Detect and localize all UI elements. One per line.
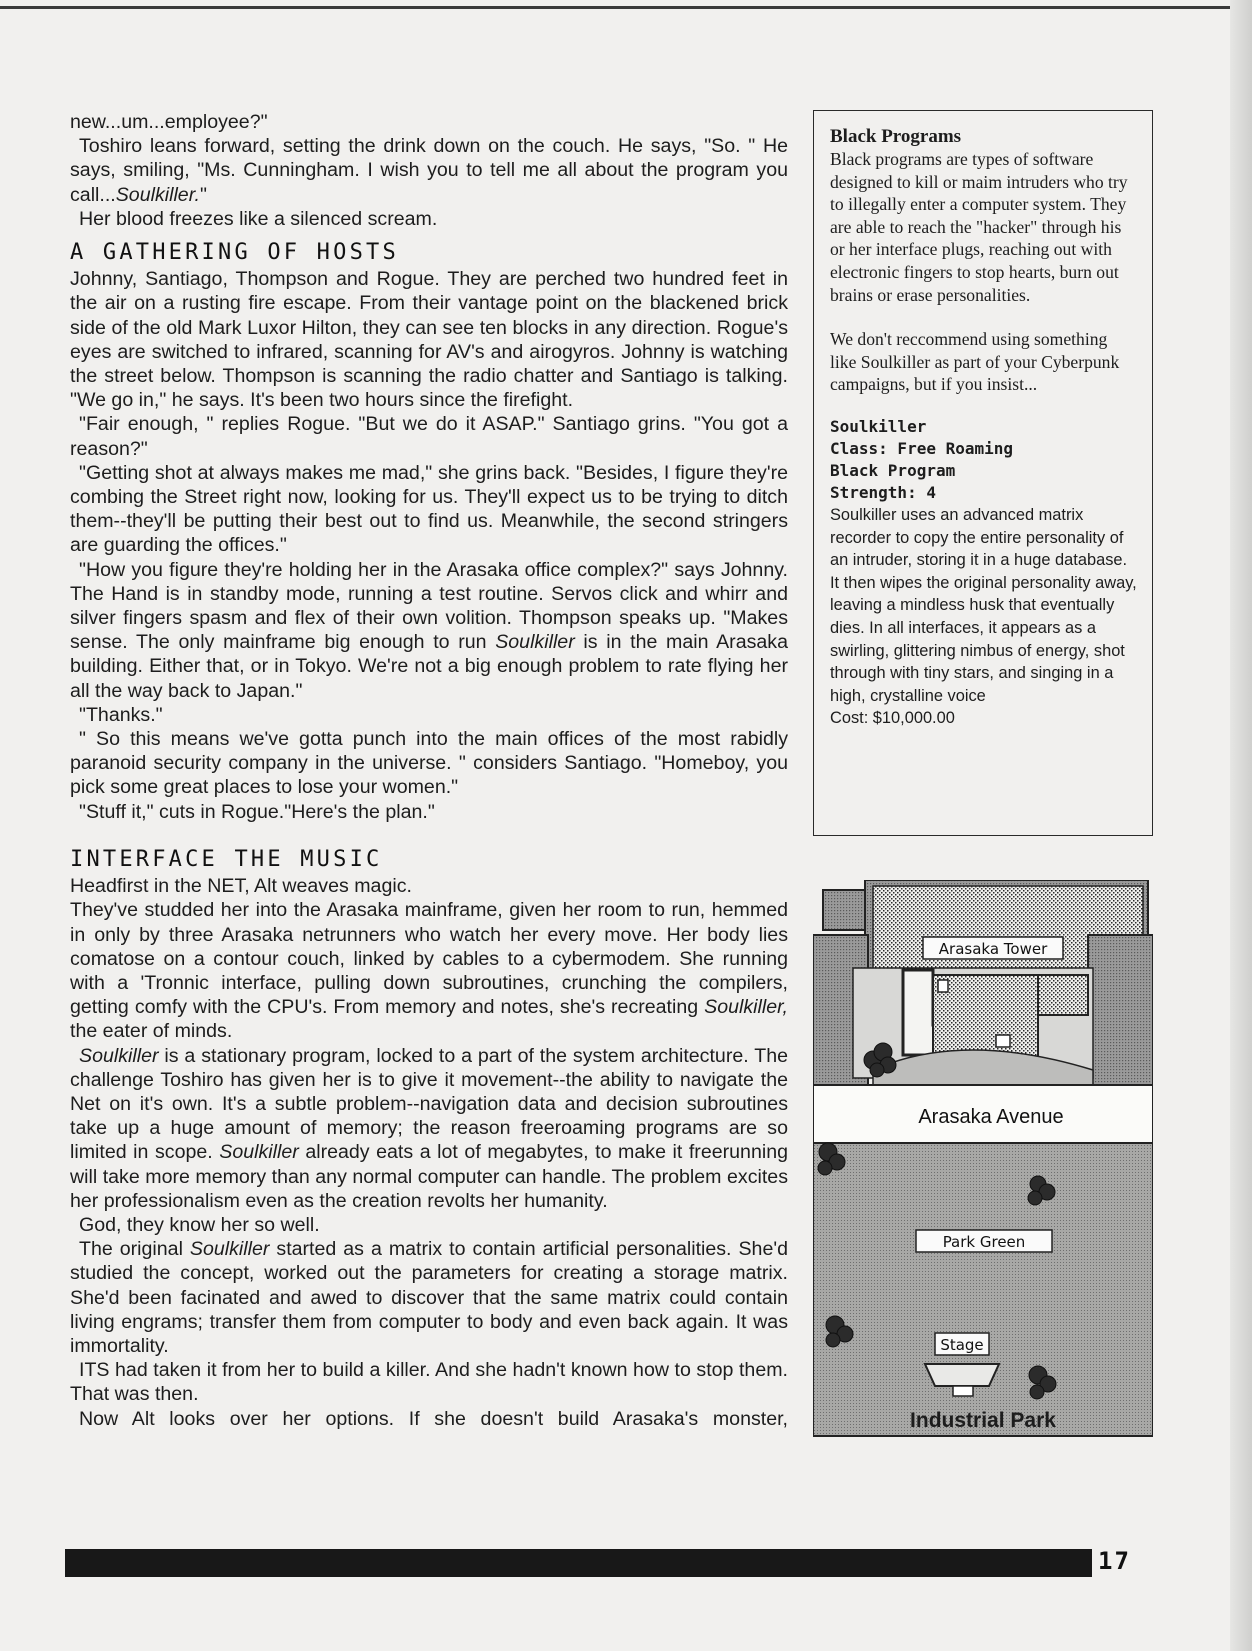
program-title: Soulkiller <box>495 631 575 654</box>
map-label-avenue: Arasaka Avenue <box>918 1106 1064 1128</box>
sidebar-paragraph: Black programs are types of software designed to kill or maim intruders who try to illegally enter a computer system. They are able to reach the "hacker" through his or her interface plugs, reaching out with electronic fingers to stop hearts, burn out brains or erase personalities. <box>830 149 1128 305</box>
text-span: is a stationary program, locked to a part of the system architecture. The challenge Toshiro has given her is to give it movement--the ability to navigate the Net on it's own. It's a subtle problem--navigation data and decision subroutines take up a huge amount of memory; the reason freeroaming programs are so limited in scope. <box>70 1044 788 1164</box>
stage-platform <box>953 1386 973 1396</box>
door-icon <box>996 1035 1010 1047</box>
text-span: Toshiro leans forward, setting the drink down on the couch. He says, "So. " He says, smiling, "Ms. Cunningham. I wish you to tell me all about the program you call... <box>70 135 788 206</box>
program-cost: Cost: $10,000.00 <box>830 709 955 728</box>
paragraph: Now Alt looks over her options. If she doesn't build Arasaka's monster, <box>79 1407 788 1430</box>
program-title: Soulkiller, <box>704 996 788 1019</box>
text-span: the eater of minds. <box>70 1020 233 1043</box>
tower-annex <box>1038 975 1088 1015</box>
section-heading-gathering-of-hosts: A GATHERING OF HOSTS <box>70 240 399 266</box>
text-span: is in the main Arasaka building. Either that, or in Tokyo. We're not a big enough problem to rate flying her all the way back to Japan." <box>70 631 788 702</box>
main-column <box>70 110 788 1431</box>
paragraph <box>70 134 788 207</box>
paragraph: Johnny, Santiago, Thompson and Rogue. They are perched two hundred feet in the air on a rusting fire escape. From their vantage point on the blackened brick side of the old Mark Luxor Hilton, they can see ten blocks in any direction. Rogue's eyes are switched to infrared, scanning for AV's and airogyros. Johnny is watching the street below. Thompson is scanning the radio chatter and Santiago is talking. "We go in," he says. It's been two hours since the firefight. <box>70 268 788 412</box>
paragraph: " So this means we've gotta punch into the main offices of the most rabidly paranoid security company in the universe. " considers Santiago. "Homeboy, you pick some great places to lose your women." <box>70 728 788 799</box>
map-caption: Industrial Park <box>910 1409 1056 1432</box>
paragraph <box>70 1044 788 1213</box>
paragraph: "Fair enough, " replies Rogue. "But we do it ASAP." Santiago grins. "You got a reason?" <box>70 413 788 460</box>
program-title: Soulkiller <box>189 1238 270 1261</box>
program-title: Soulkiller <box>79 1044 159 1067</box>
program-title: Soulkiller. <box>115 183 200 206</box>
program-name: Soulkiller <box>830 416 927 436</box>
text-span: " <box>199 183 207 206</box>
program-type: Black Program <box>830 460 956 480</box>
program-class: Class: Free Roaming <box>830 438 1014 458</box>
text-span: "How you figure they're holding her in the Arasaka office complex?" says Johnny. The Hand is in standby mode, running a test routine. Servos click and whirr and silver fingers spasm and flex of their own volition. Thompson speaks up. "Makes sense. The only mainframe big enough to run <box>70 558 788 654</box>
text-span: already eats a lot of megabytes, to make it freerunning will take more memory than any normal computer can handle. The problem excites her professionalism even as the creation revolts her humanity. <box>70 1141 788 1212</box>
text-span: The original <box>79 1238 190 1261</box>
program-strength: Strength: 4 <box>830 482 936 502</box>
paragraph <box>70 898 788 1043</box>
text-span: started as a matrix to contain artificial personalities. She'd studied the concept, worked out the parameters for creating a storage matrix. She'd been facinated and awed to discover that the same matrix could contain living engrams; transfer them from computer to body and even back again. It was immortality. <box>70 1238 788 1357</box>
sidebar-title: Black Programs <box>830 126 962 147</box>
paragraph: Her blood freezes like a silenced scream. <box>79 207 438 230</box>
door-icon <box>938 980 948 992</box>
park-green-area <box>813 1143 1153 1436</box>
program-description: Soulkiller uses an advanced matrix recorder to copy the entire personality of an intruder, storing it in a huge database. It then wipes the original personality away, leaving a mindless husk that eventually dies. In all interfaces, it appears as a swirling, glittering nimbus of energy, shot through with tiny stars, and singing in a high, crystalline voice <box>830 505 1137 705</box>
paragraph <box>70 1237 788 1358</box>
paragraph: Headfirst in the NET, Alt weaves magic. <box>70 875 412 898</box>
paragraph: "Getting shot at always makes me mad," she grins back. "Besides, I figure they're combing the Street right now, looking for us. They'll expect us to be trying to ditch them--they'll be putting their best out to find us. Meanwhile, the second stringers are guarding the offices." <box>70 461 788 557</box>
industrial-park-map <box>813 880 1153 1440</box>
paragraph: God, they know her so well. <box>79 1213 320 1236</box>
paragraph <box>70 558 788 703</box>
paragraph: ITS had taken it from her to build a killer. And she hadn't known how to stop them. That was then. <box>70 1359 788 1406</box>
section-heading-interface-the-music: INTERFACE THE MUSIC <box>70 846 383 872</box>
paragraph: "Thanks." <box>79 703 163 726</box>
stage-icon <box>925 1364 999 1386</box>
page-edge-shadow <box>1230 0 1252 1651</box>
top-rule <box>0 6 1252 9</box>
map-label-tower: Arasaka Tower <box>938 940 1048 958</box>
program-title: Soulkiller <box>219 1141 299 1164</box>
paragraph: "Stuff it," cuts in Rogue."Here's the plan." <box>79 800 435 823</box>
sidebar-black-programs <box>813 110 1153 836</box>
east-wing <box>1088 935 1153 1085</box>
map-label-park: Park Green <box>942 1233 1026 1251</box>
sidebar-paragraph: We don't reccommend using something like Soulkiller as part of your Cyberpunk campaigns, but if you insist... <box>830 329 1120 395</box>
paragraph: new...um...employee?" <box>70 111 268 133</box>
map-label-stage: Stage <box>940 1336 984 1354</box>
footer-bar <box>65 1549 1092 1577</box>
text-span: They've studded her into the Arasaka mainframe, given her room to run, hemmed in only by three Arasaka netrunners who watch her every move. Her body lies comatose on a contour couch, linked by cables to a cybermodem. She running with a 'Tronnic interface, pulling down subroutines, crunching the compilers, getting comfy with the CPU's. From memory and notes, she's recreating <box>70 899 788 1019</box>
page-number: 17 <box>1098 1547 1131 1575</box>
